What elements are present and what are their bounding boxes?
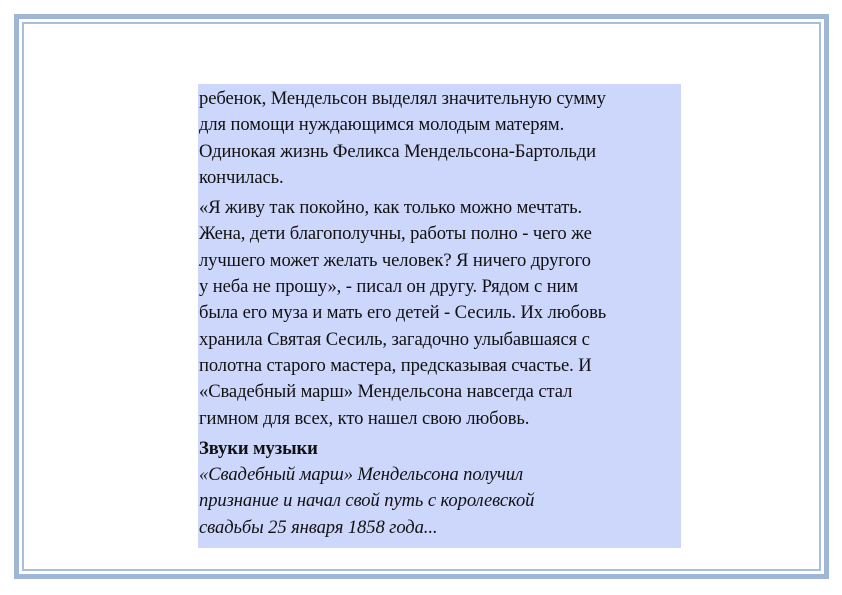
text-line: хранила Святая Сесиль, загадочно улыбавшаяся с [199, 328, 590, 350]
paragraph-3-italic [199, 462, 681, 541]
text-line: «Свадебный марш» Мендельсона навсегда стал [199, 381, 573, 403]
text-line: лучшего может желать человек? Я ничего другого [199, 249, 591, 271]
text-line: для помощи нуждающимся молодым матерям. [199, 114, 565, 136]
text-line: свадьбы 25 января 1858 года... [199, 516, 438, 538]
text-line: признание и начал свой путь с королевской [199, 490, 535, 512]
text-line: гимном для всех, кто нашел свою любовь. [199, 407, 530, 429]
paragraph-2 [199, 195, 681, 432]
text-line: «Свадебный марш» Мендельсона получил [199, 464, 524, 486]
text-line: у неба не прошу», - писал он другу. Рядом с ним [199, 276, 579, 298]
text-line: «Я живу так покойно, как только можно мечтать. [199, 197, 583, 219]
text-line: была его муза и мать его детей - Сесиль. Их любовь [199, 302, 607, 324]
text-line: Одинокая жизнь Феликса Мендельсона-Бартольди [199, 140, 596, 162]
text-box [198, 84, 681, 548]
text-line: полотна старого мастера, предсказывая счастье. И [199, 354, 592, 376]
paragraph-1 [199, 86, 681, 191]
text-line: Жена, дети благополучны, работы полно - чего же [199, 223, 592, 245]
text-line: кончилась. [199, 166, 284, 188]
text-line: ребенок, Мендельсон выделял значительную сумму [199, 88, 606, 109]
section-heading: Звуки музыки [199, 437, 318, 459]
